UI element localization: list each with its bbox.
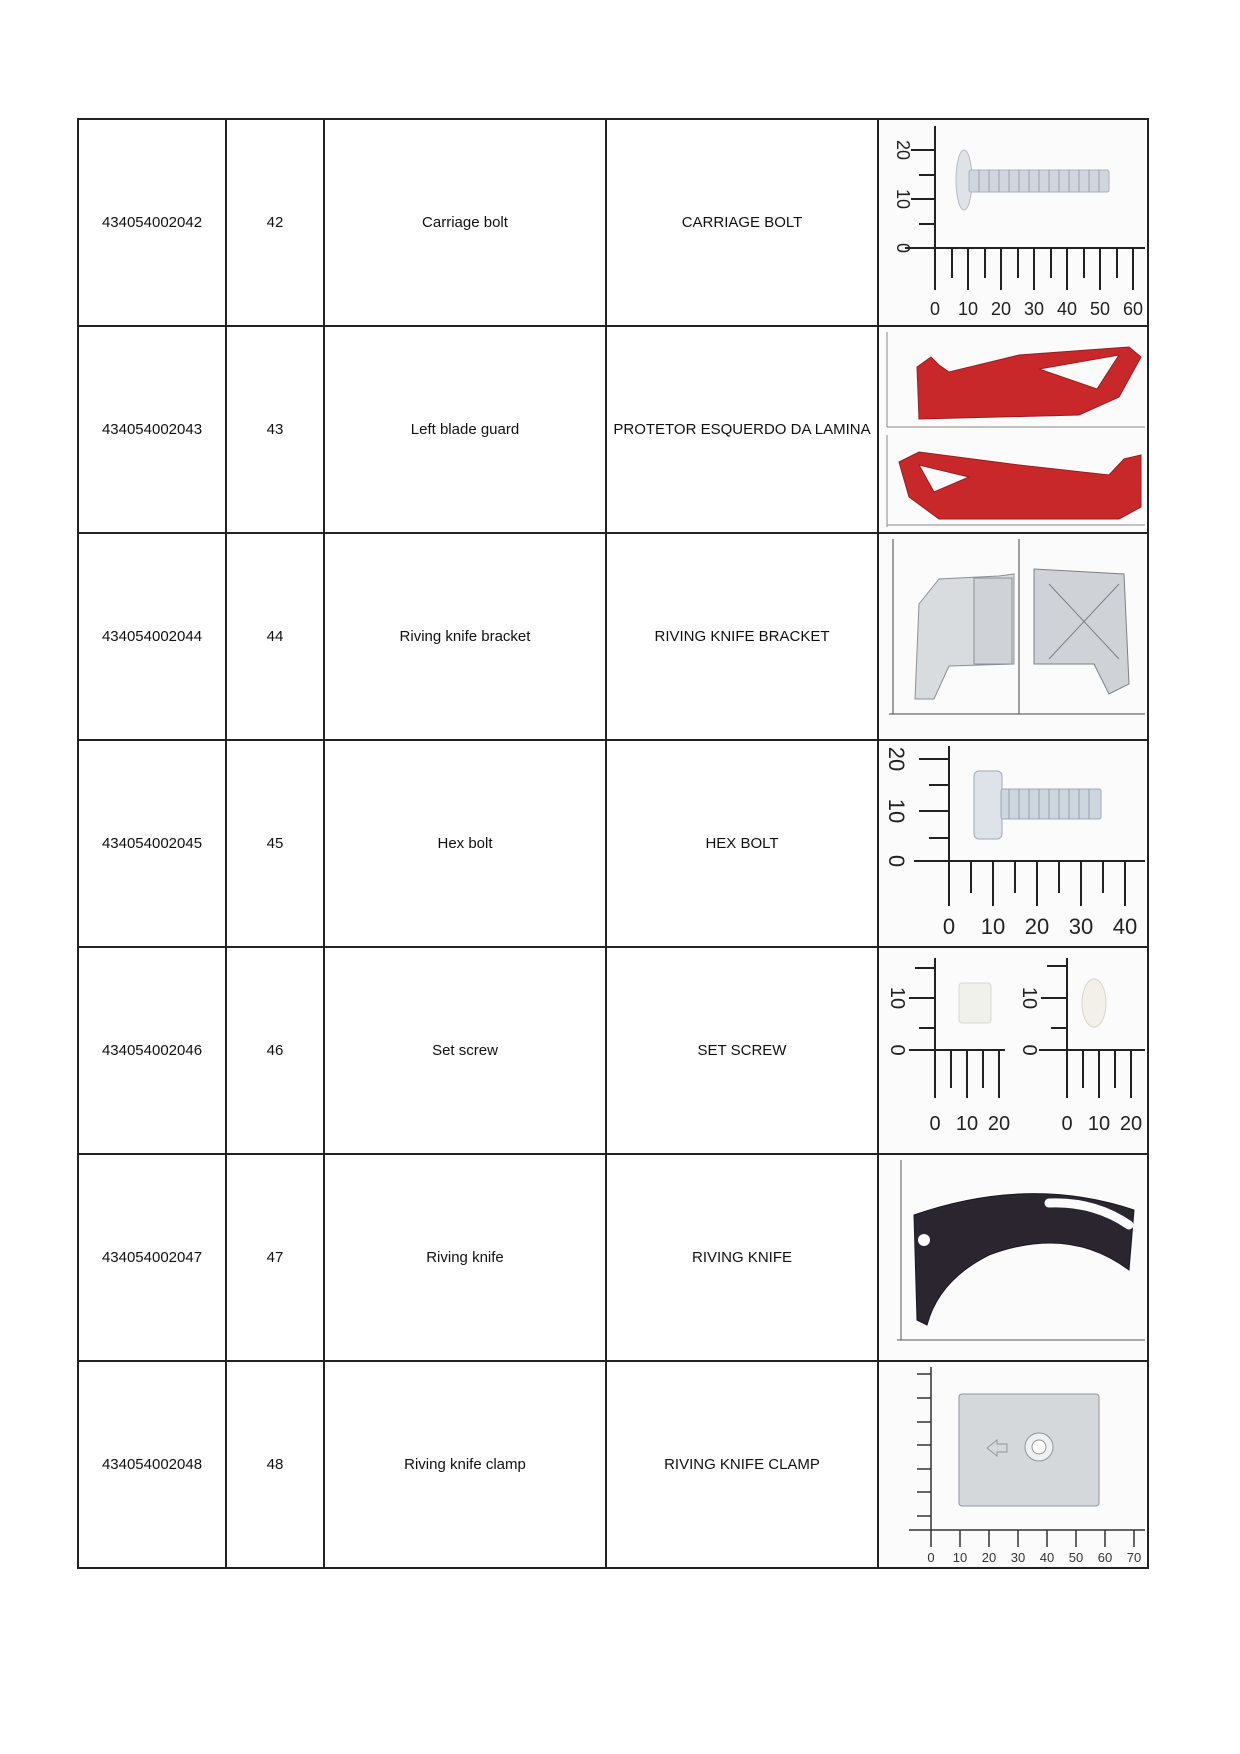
position-number: 43 (226, 326, 324, 533)
svg-text:10: 10 (955, 1113, 979, 1135)
table-row (78, 326, 1148, 533)
table-row (78, 947, 1148, 1154)
svg-text:10: 10 (980, 914, 1006, 939)
part-name-en: Left blade guard (324, 326, 606, 533)
part-name-pt: PROTETOR ESQUERDO DA LAMINA (606, 326, 878, 533)
part-image-cell (878, 119, 1148, 326)
part-image-cell (878, 1361, 1148, 1568)
table-row (78, 1361, 1148, 1568)
parts-table (77, 118, 1149, 1569)
svg-text:30: 30 (1068, 914, 1094, 939)
position-number: 47 (226, 1154, 324, 1361)
part-code: 434054002047 (78, 1154, 226, 1361)
svg-text:0: 0 (929, 1113, 941, 1135)
position-number: 46 (226, 947, 324, 1154)
svg-text:10: 10 (884, 798, 909, 824)
part-code: 434054002043 (78, 326, 226, 533)
svg-text:10: 10 (1018, 986, 1040, 1010)
part-name-en: Carriage bolt (324, 119, 606, 326)
part-name-pt: SET SCREW (606, 947, 878, 1154)
svg-text:0: 0 (886, 1044, 908, 1056)
svg-text:0: 0 (884, 854, 909, 868)
position-number: 44 (226, 533, 324, 740)
table-row (78, 119, 1148, 326)
part-name-pt: HEX BOLT (606, 740, 878, 947)
svg-text:0: 0 (929, 299, 941, 319)
svg-text:40: 40 (1112, 914, 1138, 939)
svg-text:40: 40 (1056, 299, 1078, 319)
svg-text:70: 70 (1126, 1550, 1142, 1565)
part-code: 434054002046 (78, 947, 226, 1154)
table-row (78, 533, 1148, 740)
svg-text:20: 20 (987, 1113, 1011, 1135)
table-row (78, 740, 1148, 947)
riving-knife-bracket-photo (879, 534, 1145, 739)
part-name-en: Riving knife bracket (324, 533, 606, 740)
part-code: 434054002044 (78, 533, 226, 740)
svg-text:10: 10 (1087, 1113, 1111, 1135)
svg-text:50: 50 (1068, 1550, 1084, 1565)
part-code: 434054002048 (78, 1361, 226, 1568)
svg-text:0: 0 (893, 242, 913, 254)
hex-bolt-photo (879, 741, 1145, 946)
part-name-en: Set screw (324, 947, 606, 1154)
part-image-cell (878, 1154, 1148, 1361)
svg-text:0: 0 (927, 1550, 935, 1565)
svg-text:20: 20 (990, 299, 1012, 319)
svg-text:20: 20 (981, 1550, 997, 1565)
svg-text:30: 30 (1010, 1550, 1026, 1565)
carriage-bolt-photo (879, 120, 1145, 325)
position-number: 48 (226, 1361, 324, 1568)
svg-text:10: 10 (893, 188, 913, 210)
set-screw-photo (879, 948, 1145, 1153)
svg-text:20: 20 (884, 746, 909, 772)
table-row (78, 1154, 1148, 1361)
part-image-cell (878, 533, 1148, 740)
part-code: 434054002045 (78, 740, 226, 947)
svg-text:20: 20 (1119, 1113, 1143, 1135)
part-name-pt: RIVING KNIFE BRACKET (606, 533, 878, 740)
part-image-cell (878, 740, 1148, 947)
svg-text:10: 10 (957, 299, 979, 319)
part-name-pt: RIVING KNIFE (606, 1154, 878, 1361)
blade-guard-photo (879, 327, 1145, 532)
svg-text:10: 10 (886, 986, 908, 1010)
part-name-en: Riving knife (324, 1154, 606, 1361)
svg-text:40: 40 (1039, 1550, 1055, 1565)
svg-text:0: 0 (1061, 1113, 1073, 1135)
part-name-en: Hex bolt (324, 740, 606, 947)
svg-text:50: 50 (1089, 299, 1111, 319)
part-name-pt: CARRIAGE BOLT (606, 119, 878, 326)
svg-text:20: 20 (893, 139, 913, 161)
svg-text:10: 10 (952, 1550, 968, 1565)
svg-text:0: 0 (1018, 1044, 1040, 1056)
svg-text:0: 0 (942, 914, 956, 939)
part-name-en: Riving knife clamp (324, 1361, 606, 1568)
svg-text:60: 60 (1097, 1550, 1113, 1565)
riving-knife-clamp-photo (879, 1362, 1145, 1567)
position-number: 45 (226, 740, 324, 947)
svg-text:60: 60 (1122, 299, 1144, 319)
part-name-pt: RIVING KNIFE CLAMP (606, 1361, 878, 1568)
svg-text:20: 20 (1024, 914, 1050, 939)
svg-text:30: 30 (1023, 299, 1045, 319)
riving-knife-photo (879, 1155, 1145, 1360)
part-image-cell (878, 326, 1148, 533)
position-number: 42 (226, 119, 324, 326)
part-code: 434054002042 (78, 119, 226, 326)
part-image-cell (878, 947, 1148, 1154)
